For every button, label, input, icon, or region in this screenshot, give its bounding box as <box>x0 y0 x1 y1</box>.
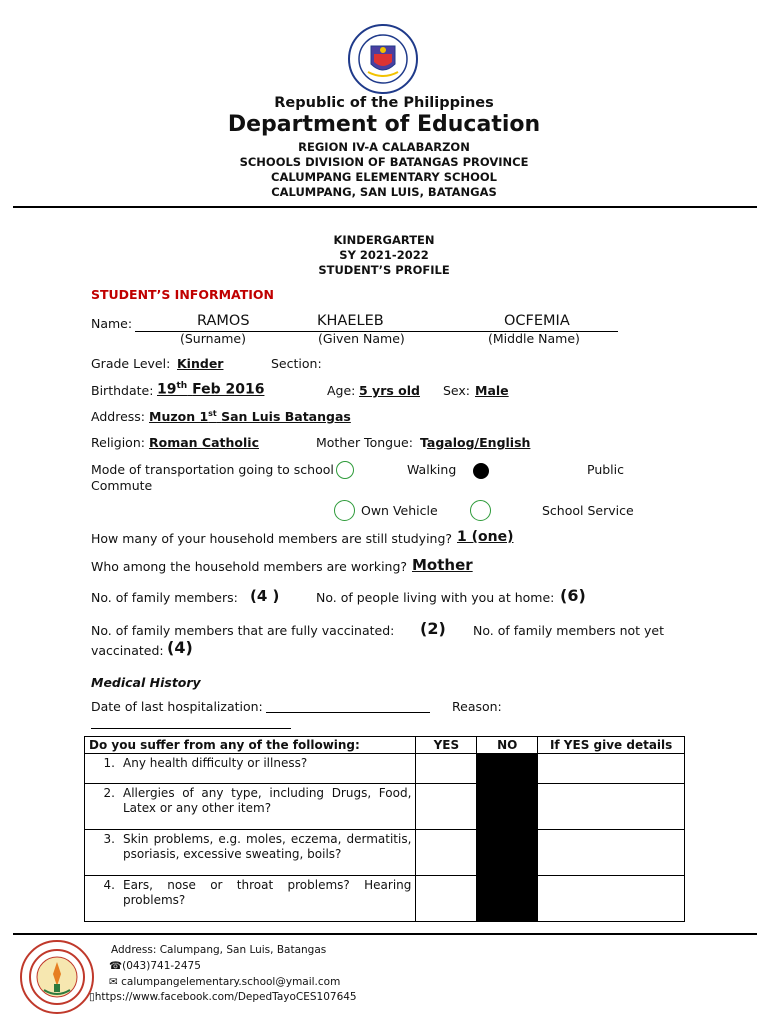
header-divider <box>13 206 757 208</box>
address-value <box>149 409 351 424</box>
table-row <box>85 876 685 922</box>
vaccinated-answer: (2) <box>420 619 446 638</box>
address-part2: San Luis Batangas <box>221 409 351 425</box>
yes-cell[interactable] <box>416 876 477 922</box>
school-service-radio[interactable] <box>470 500 491 521</box>
age-label: Age: <box>327 383 356 398</box>
public-commute-radio[interactable] <box>473 463 489 479</box>
home-question: No. of people living with you at home: <box>316 590 555 605</box>
address-label: Address: <box>91 409 145 424</box>
middle-caption: (Middle Name) <box>488 331 580 346</box>
header-details: If YES give details <box>538 737 685 754</box>
grade-value: Kinder <box>177 356 224 371</box>
medical-conditions-table <box>84 736 685 922</box>
row-question <box>85 876 416 922</box>
footer-web[interactable]: https://www.facebook.com/DepedTayoCES107645 <box>94 991 357 1003</box>
mother-tongue-initial: T <box>420 435 427 450</box>
republic-line: Republic of the Philippines <box>274 95 494 111</box>
home-answer: (6) <box>560 586 586 605</box>
department-title: Department of Education <box>227 112 541 137</box>
mother-tongue-value <box>420 435 530 450</box>
footer-divider <box>13 933 757 935</box>
religion-value: Roman Catholic <box>149 435 259 450</box>
middle-value: OCFEMIA <box>504 313 570 329</box>
birth-day: 19 <box>157 381 177 398</box>
grade-label: Grade Level: <box>91 356 171 371</box>
row-question <box>85 784 416 830</box>
working-answer: Mother <box>412 556 473 574</box>
reason-label: Reason: <box>452 699 502 714</box>
family-answer: (4 ) <box>250 587 280 605</box>
table-row <box>85 784 685 830</box>
not-vaccinated-question: No. of family members not yet <box>473 623 665 638</box>
working-question: Who among the household members are working? <box>91 559 408 574</box>
footer-email[interactable]: calumpangelementary.school@ymail.com <box>121 976 341 988</box>
walking-radio[interactable] <box>336 461 354 479</box>
footer-email-row <box>109 976 340 988</box>
footer-phone-row <box>109 960 201 972</box>
row-text: Allergies of any type, including Drugs, Food, Latex or any other item? <box>123 786 412 815</box>
no-cell[interactable] <box>477 876 538 922</box>
mail-icon: ✉ <box>109 976 118 988</box>
hospitalization-label: Date of last hospitalization: <box>91 699 263 714</box>
no-cell[interactable] <box>477 784 538 830</box>
reason-line <box>91 728 291 729</box>
not-vaccinated-question-2: vaccinated: <box>91 643 164 658</box>
surname-caption: (Surname) <box>180 331 246 346</box>
mother-tongue-rest: agalog/English <box>426 435 531 450</box>
location-line: CALUMPANG, SAN LUIS, BATANGAS <box>271 185 497 199</box>
family-question: No. of family members: <box>91 590 238 605</box>
header-no: NO <box>477 737 538 754</box>
medical-history-title: Medical History <box>91 675 201 690</box>
no-cell[interactable] <box>477 754 538 784</box>
hospitalization-line <box>266 712 430 713</box>
studying-question: How many of your household members are still studying? <box>91 531 453 546</box>
row-number: 4. <box>103 878 115 892</box>
given-value: KHAELEB <box>317 313 384 329</box>
region-line: REGION IV-A CALABARZON <box>298 140 470 154</box>
row-question <box>85 754 416 784</box>
commute-label: Commute <box>91 478 153 493</box>
footer-address: Address: Calumpang, San Luis, Batangas <box>111 944 327 956</box>
footer-web-row <box>89 991 357 1003</box>
address-sup: st <box>208 409 217 418</box>
form-profile: STUDENT’S PROFILE <box>318 263 450 277</box>
row-number: 3. <box>103 832 115 846</box>
religion-label: Religion: <box>91 435 145 450</box>
transport-label: Mode of transportation going to school <box>91 462 334 477</box>
footer-phone: (043)741-2475 <box>122 960 201 972</box>
link-icon: ▯ <box>89 991 95 1003</box>
form-sy: SY 2021-2022 <box>339 248 429 262</box>
birthdate-value <box>157 381 264 398</box>
own-vehicle-label: Own Vehicle <box>361 503 438 518</box>
school-service-label: School Service <box>542 503 634 518</box>
address-part1: Muzon 1 <box>149 409 209 425</box>
table-row <box>85 830 685 876</box>
studying-answer: 1 (one) <box>457 529 514 545</box>
public-label: Public <box>587 462 624 477</box>
age-value: 5 yrs old <box>359 383 420 398</box>
row-text: Skin problems, e.g. moles, eczema, dermatitis, psoriasis, excessive sweating, boils? <box>123 832 412 861</box>
section-title: STUDENT’S INFORMATION <box>91 287 274 302</box>
row-text: Ears, nose or throat problems? Hearing problems? <box>123 878 412 907</box>
surname-value: RAMOS <box>197 313 250 329</box>
school-logo <box>20 940 94 1014</box>
birth-month-year: Feb 2016 <box>192 381 265 398</box>
sex-label: Sex: <box>443 383 471 398</box>
not-vaccinated-answer: (4) <box>167 638 193 657</box>
birthdate-label: Birthdate: <box>91 383 154 398</box>
name-label: Name: <box>91 316 133 331</box>
form-level: KINDERGARTEN <box>333 233 435 247</box>
details-cell[interactable] <box>538 830 685 876</box>
school-line: CALUMPANG ELEMENTARY SCHOOL <box>271 170 497 184</box>
given-caption: (Given Name) <box>318 331 405 346</box>
walking-label: Walking <box>407 462 457 477</box>
vaccinated-question: No. of family members that are fully vaccinated: <box>91 623 395 638</box>
birth-day-suffix: th <box>176 381 188 391</box>
mother-tongue-label: Mother Tongue: <box>316 435 413 450</box>
division-line: SCHOOLS DIVISION OF BATANGAS PROVINCE <box>239 155 529 169</box>
yes-cell[interactable] <box>416 754 477 784</box>
details-cell[interactable] <box>538 754 685 784</box>
yes-cell[interactable] <box>416 830 477 876</box>
table-row <box>85 754 685 784</box>
header-question: Do you suffer from any of the following: <box>85 737 416 754</box>
row-number: 2. <box>103 786 115 800</box>
sex-value: Male <box>475 383 509 398</box>
details-cell[interactable] <box>538 784 685 830</box>
deped-seal-logo <box>348 24 418 94</box>
details-cell[interactable] <box>538 876 685 922</box>
yes-cell[interactable] <box>416 784 477 830</box>
section-label: Section: <box>271 356 322 371</box>
row-text: Any health difficulty or illness? <box>123 756 308 770</box>
row-question <box>85 830 416 876</box>
table-header-row <box>85 737 685 754</box>
no-cell[interactable] <box>477 830 538 876</box>
row-number: 1. <box>103 756 115 770</box>
phone-icon: ☎ <box>109 960 123 972</box>
own-vehicle-radio[interactable] <box>334 500 355 521</box>
header-yes: YES <box>416 737 477 754</box>
